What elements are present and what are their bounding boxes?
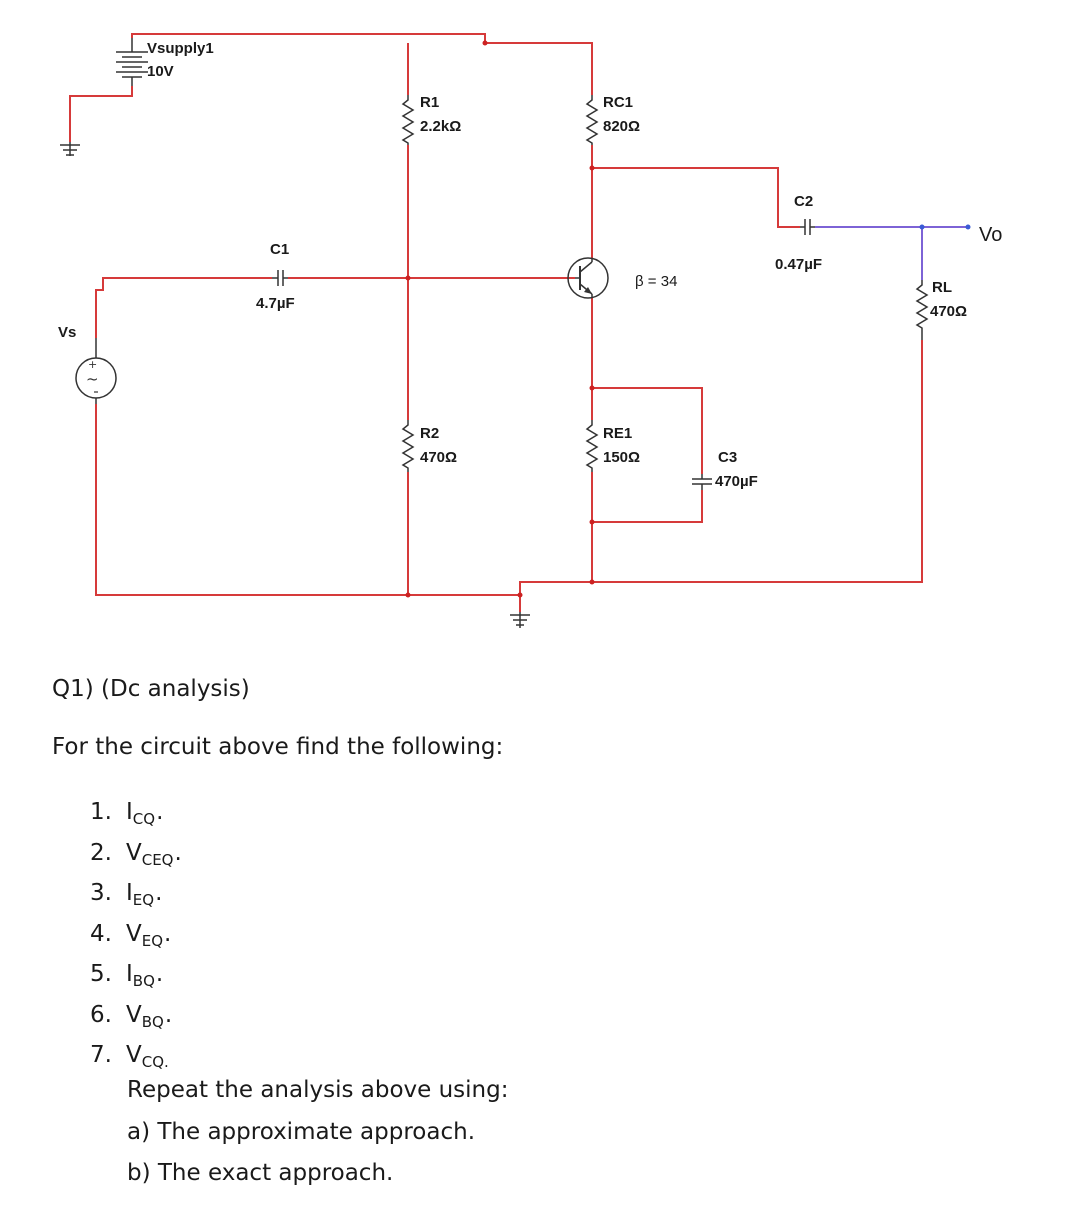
- r1-value: 2.2kΩ: [420, 118, 462, 135]
- svg-text:+: +: [88, 358, 98, 371]
- rl-value: 470Ω: [930, 303, 968, 320]
- capacitor-c1: [272, 270, 288, 286]
- item-period: .: [155, 961, 164, 987]
- item-number: 4.: [90, 920, 112, 947]
- item-subscript: EQ: [132, 891, 155, 909]
- item-subscript: CQ.: [141, 1053, 169, 1071]
- resistor-rc1: [587, 95, 597, 145]
- re1-value: 150Ω: [603, 449, 641, 466]
- item-subscript: EQ: [141, 931, 164, 950]
- item-number: 5.: [90, 961, 112, 987]
- c2-value: 0.47µF: [775, 256, 822, 273]
- resistor-rl: [917, 280, 927, 340]
- supply-value: 10V: [147, 63, 174, 80]
- item-period: .: [164, 1001, 173, 1028]
- item-symbol: V: [126, 1042, 142, 1068]
- question-item: [90, 792, 182, 833]
- item-symbol: V: [126, 839, 142, 866]
- output-node-dot: [920, 225, 925, 230]
- supply-name: Vsupply1: [147, 40, 214, 57]
- capacitor-c2: [800, 219, 815, 235]
- ground-icon: [510, 612, 530, 628]
- rc1-value: 820Ω: [603, 118, 641, 135]
- output-wire: [815, 227, 968, 280]
- option-a: a) The approximate approach.: [127, 1119, 475, 1145]
- c2-name: C2: [794, 193, 814, 210]
- beta-label: β = 34: [635, 273, 678, 290]
- item-number: 3.: [90, 880, 112, 906]
- item-subscript: BQ: [141, 1012, 164, 1031]
- item-subscript: CQ: [132, 810, 156, 828]
- ac-source-vs: [76, 338, 116, 404]
- ground-icon: [60, 142, 80, 156]
- item-symbol: I: [126, 961, 133, 987]
- c1-value: 4.7µF: [256, 295, 295, 312]
- item-number: 1.: [90, 799, 112, 825]
- option-b: b) The exact approach.: [127, 1160, 394, 1186]
- item-subscript: BQ: [132, 972, 155, 990]
- vo-label: Vo: [979, 224, 1003, 246]
- question-item: [90, 954, 182, 995]
- question-title: Q1) (Dc analysis): [52, 676, 250, 702]
- question-item: [90, 873, 182, 914]
- repeat-instruction: Repeat the analysis above using:: [127, 1077, 509, 1103]
- item-period: .: [164, 920, 172, 947]
- item-symbol: I: [126, 799, 133, 825]
- question-item: [90, 833, 182, 874]
- item-period: .: [156, 799, 164, 825]
- c1-name: C1: [270, 241, 290, 258]
- re1-name: RE1: [603, 425, 633, 442]
- question-item: [90, 914, 182, 955]
- capacitor-c3: [692, 474, 712, 490]
- wires: [70, 34, 922, 612]
- question-item: [90, 1035, 182, 1076]
- r2-value: 470Ω: [420, 449, 458, 466]
- c3-value: 470µF: [715, 473, 758, 490]
- question-list: [90, 792, 182, 1076]
- c3-name: C3: [718, 449, 738, 466]
- resistor-re1: [587, 420, 597, 472]
- item-number: 6.: [90, 1001, 112, 1028]
- rc1-name: RC1: [603, 94, 634, 111]
- resistor-r2: [403, 420, 413, 472]
- item-number: 2.: [90, 839, 112, 866]
- vs-label: Vs: [58, 324, 77, 341]
- item-symbol: I: [126, 880, 133, 906]
- rl-name: RL: [932, 279, 952, 296]
- item-period: .: [174, 839, 182, 866]
- item-subscript: CEQ: [141, 850, 174, 869]
- battery-symbol: [116, 38, 148, 86]
- r2-name: R2: [420, 425, 440, 442]
- vo-terminal-dot: [966, 225, 971, 230]
- svg-text:~: ~: [86, 370, 99, 388]
- item-period: .: [155, 880, 163, 906]
- item-symbol: V: [126, 1001, 142, 1028]
- resistor-r1: [403, 95, 413, 145]
- question-intro: For the circuit above find the following:: [52, 734, 504, 760]
- item-number: 7.: [90, 1042, 112, 1068]
- item-symbol: V: [126, 920, 142, 947]
- r1-name: R1: [420, 94, 440, 111]
- question-item: [90, 995, 182, 1036]
